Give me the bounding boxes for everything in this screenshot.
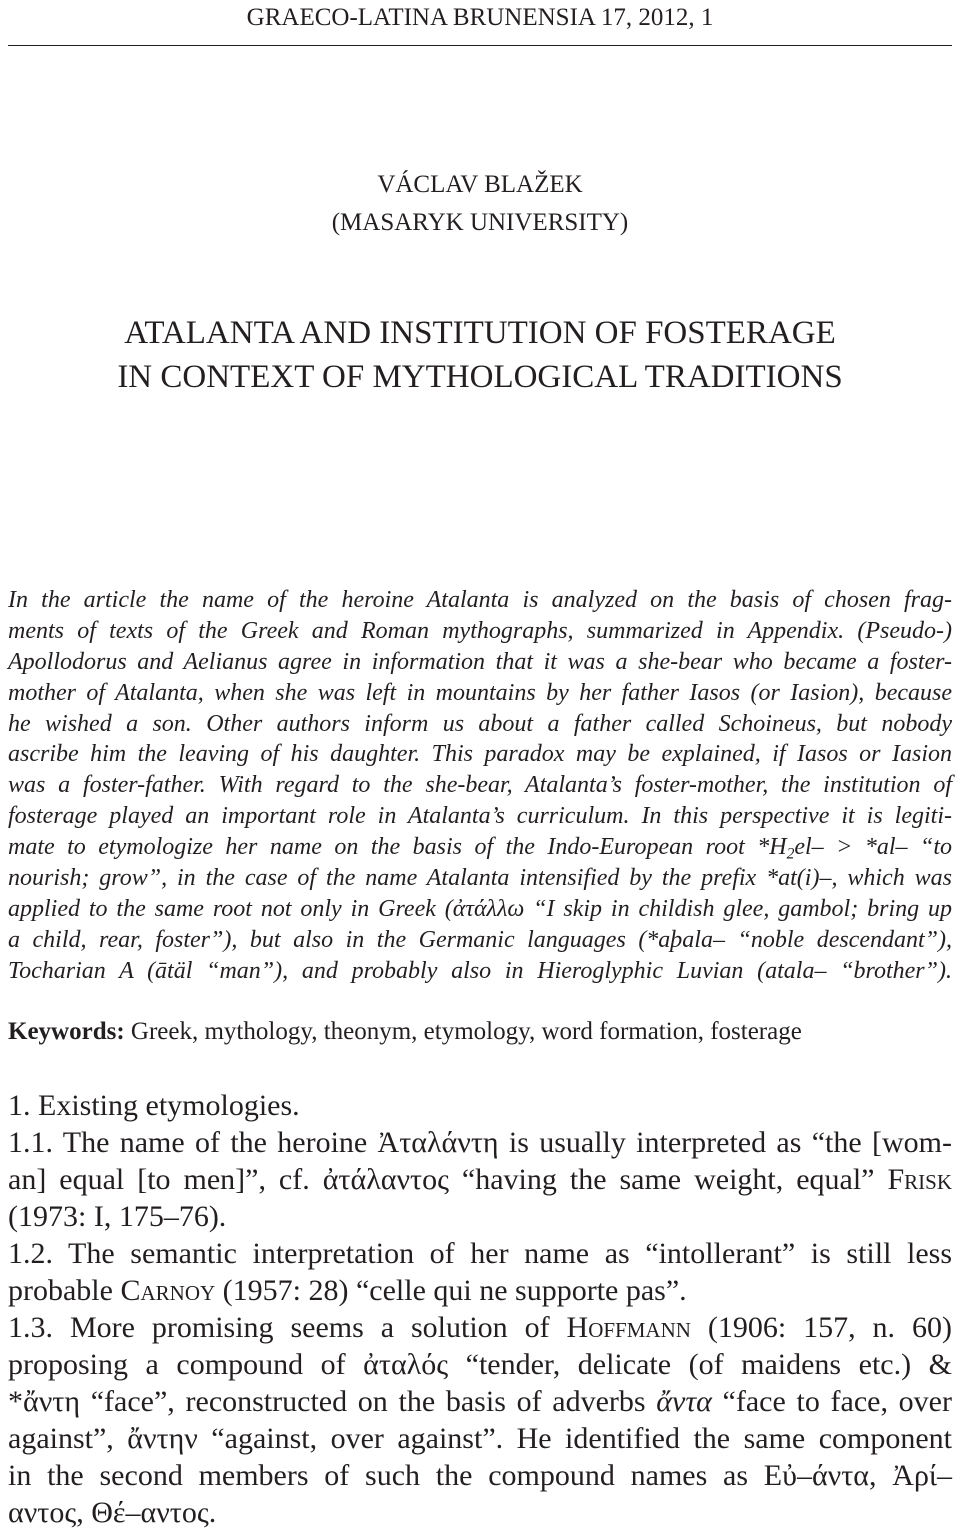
abstract-root-text-continued: el– > *al– “to [794,834,953,861]
abstract-line-12: a child, rear, foster”), but also in the Germanic languages (*aþala– “noble descendant”), [8,926,952,953]
body-line-1-3d: against”, ἄντην “against, over against”. He identified the same component [8,1422,952,1455]
author-name: VÁCLAV BLAŽEK [377,171,583,198]
abstract-line-4: mother of Atalanta, when she was left in mountains by her father Iasos (or Iasion), because [8,679,952,706]
keywords-label: Keywords: [8,1018,125,1045]
abstract-line-1: In the article the name of the heroine Atalanta is analyzed on the basis of chosen frag- [8,587,952,613]
body-line-1-3b: proposing a compound of ἀταλός “tender, delicate (of maidens etc.) & [8,1348,952,1381]
body-line-1-2a: 1.2. The semantic interpretation of her name as “intollerant” is still less [8,1237,952,1270]
laryngeal-subscript: 2 [786,845,795,863]
body-line-1-3c [8,1383,952,1420]
body-text-segment: probable [8,1274,121,1307]
header-rule [8,45,952,46]
running-header: GRAECO-LATINA BRUNENSIA 17, 2012, 1 [246,4,714,31]
body-line-1-1b [8,1161,952,1198]
greek-term-italic: ἄντα [656,1385,712,1418]
abstract-line-5: he wished a son. Other authors inform us about a father called Schoineus, but nobody [8,710,952,737]
cited-author-carnoy: Carnoy [120,1274,216,1307]
author-affiliation: (MASARYK UNIVERSITY) [331,209,629,236]
abstract-line-9 [8,832,952,863]
body-text-segment: “face to face, over [711,1385,952,1418]
article-title-line-1: ATALANTA AND INSTITUTION OF FOSTERAGE [124,315,836,351]
body-line-1-2b [8,1272,952,1309]
cited-author-frisk: Frisk [887,1163,952,1196]
cited-author-hoffmann: Hoffmann [566,1311,691,1344]
body-text-segment: *ἄντη “face”, reconstructed on the basis of adverbs [8,1385,657,1418]
abstract-line-3: Apollodorus and Aelianus agree in information that it was a she-bear who became a foster- [8,648,952,675]
body-text-segment: (1957: 28) “celle qui ne supporte pas”. [215,1274,687,1307]
body-line-1-3e: in the second members of such the compound names as Εὐ–άντα, Ἀρί– [8,1459,952,1492]
body-text [8,1087,952,1531]
abstract-line-2: ments of texts of the Greek and Roman mythographs, summarized in Appendix. (Pseudo-) [8,617,952,644]
abstract-line-8: fosterage played an important role in Atalanta’s curriculum. In this perspective it is legiti- [8,803,952,830]
abstract-line-7: was a foster-father. With regard to the she-bear, Atalanta’s foster-mother, the institution of [8,772,952,799]
article-title-line-2: IN CONTEXT OF MYTHOLOGICAL TRADITIONS [117,359,843,395]
body-text-segment: an] equal [to men]”, cf. ἀτάλαντος “having the same weight, equal” [8,1163,888,1196]
abstract-line-6: ascribe him the leaving of his daughter. This paradox may be explained, if Iasos or Iasion [8,741,952,768]
abstract-line-11: applied to the same root not only in Greek (ἀτάλλω “I skip in childish glee, gambol; bring up [8,895,952,922]
body-line-1-1c: (1973: I, 175–76). [8,1200,227,1233]
section-heading: 1. Existing etymologies. [8,1089,300,1122]
body-text-segment: (1906: 157, n. 60) [690,1311,952,1344]
body-line-1-3f: αντος, Θέ–αντος. [8,1496,217,1529]
body-line-1-3a [8,1309,952,1346]
keywords [8,1017,952,1047]
abstract-line-13: Tocharian A (ātäl “man”), and probably also in Hieroglyphic Luvian (atala– “brother”). [8,957,952,984]
body-line-1-1a: 1.1. The name of the heroine Ἀταλάντη is usually interpreted as “the [wom- [8,1126,952,1159]
abstract [8,585,952,987]
abstract-root-text: mate to etymologize her name on the basis of the Indo-European root *H [8,834,787,861]
abstract-line-10: nourish; grow”, in the case of the name Atalanta intensified by the prefix *at(i)–, which was [8,865,952,892]
keywords-value: Greek, mythology, theonym, etymology, word formation, fosterage [130,1018,802,1045]
body-text-segment: 1.3. More promising seems a solution of [8,1311,567,1344]
